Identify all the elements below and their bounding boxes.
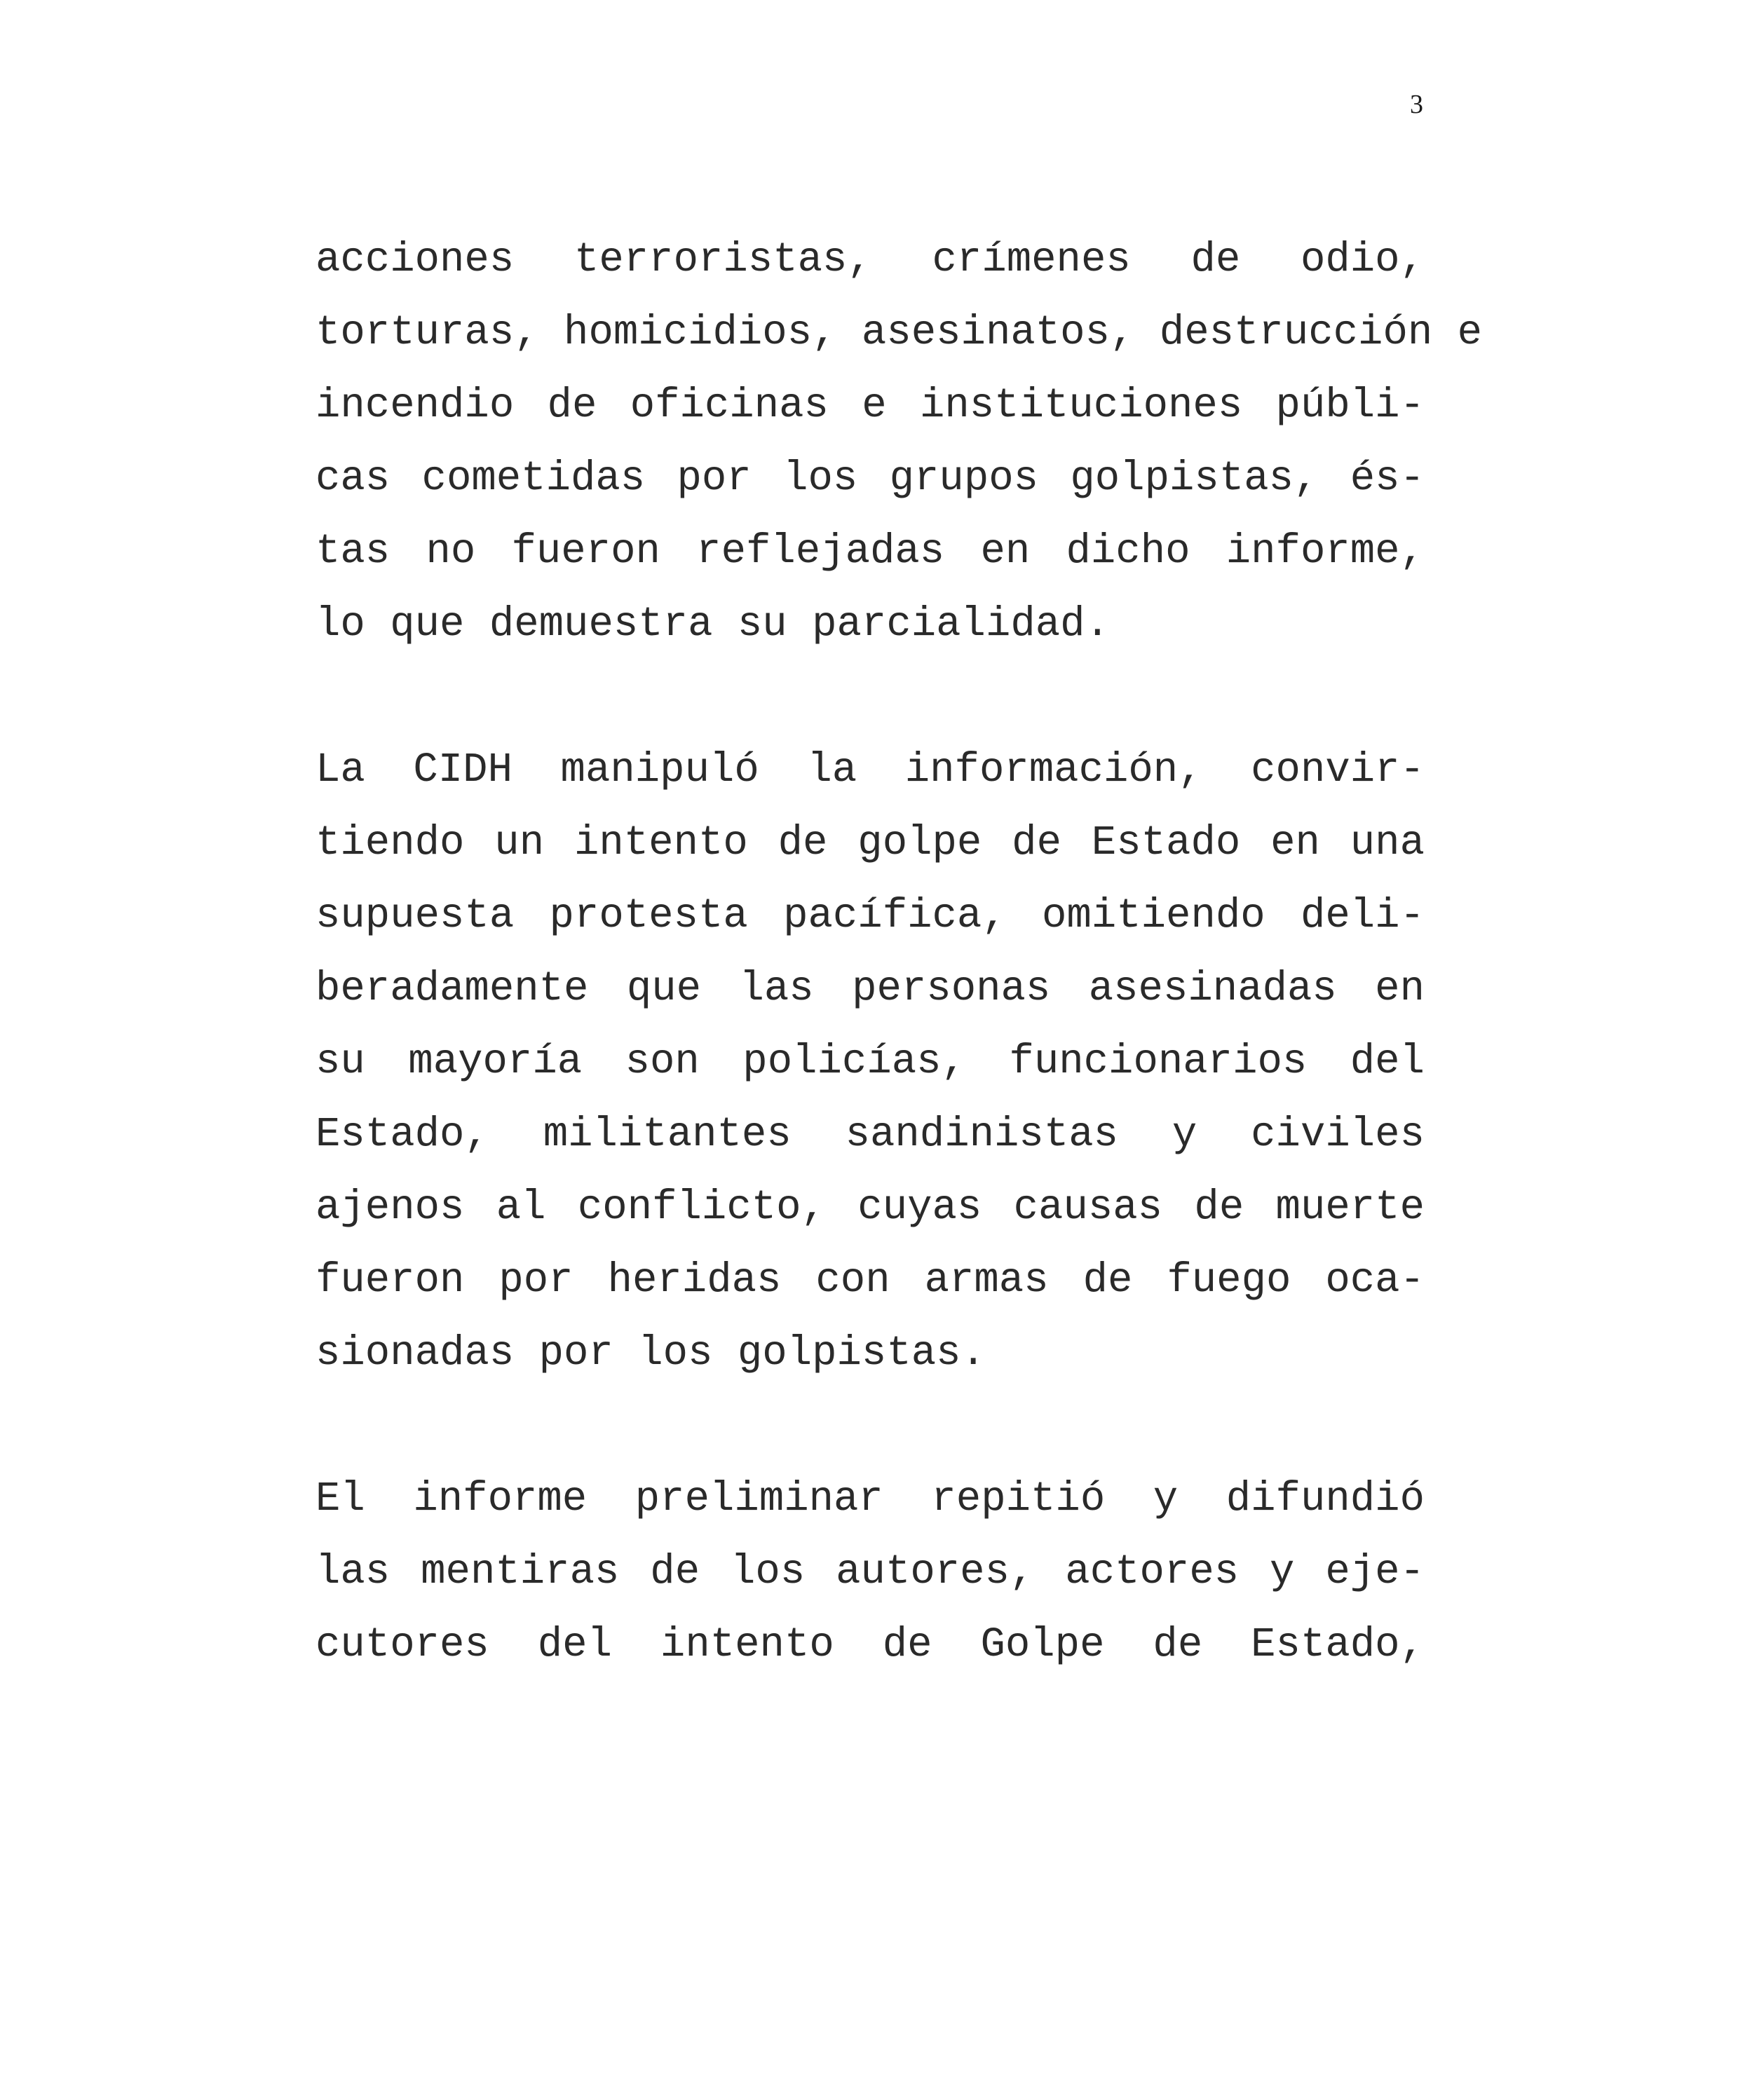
text-line: las mentiras de los autores, actores y eje- bbox=[315, 1548, 1425, 1595]
paragraph-2 bbox=[315, 734, 1425, 1390]
text-line: sionadas por los golpistas. bbox=[315, 1330, 986, 1377]
text-line: lo que demuestra su parcialidad. bbox=[315, 601, 1110, 648]
paragraph-3 bbox=[315, 1463, 1425, 1682]
text-line: tas no fueron reflejadas en dicho informe, bbox=[315, 528, 1425, 575]
paragraph-1 bbox=[315, 224, 1483, 661]
text-line: su mayoría son policías, funcionarios del bbox=[315, 1038, 1425, 1085]
text-line: El informe preliminar repitió y difundió bbox=[315, 1475, 1425, 1522]
text-line: fueron por heridas con armas de fuego oca- bbox=[315, 1257, 1425, 1304]
body-text bbox=[315, 224, 1483, 1754]
text-line: supuesta protesta pacífica, omitiendo deli- bbox=[315, 892, 1425, 939]
text-line: La CIDH manipuló la información, convir- bbox=[315, 746, 1425, 793]
text-line: cutores del intento de Golpe de Estado, bbox=[315, 1621, 1425, 1668]
text-line: Estado, militantes sandinistas y civiles bbox=[315, 1111, 1425, 1158]
text-line: beradamente que las personas asesinadas en bbox=[315, 965, 1425, 1012]
page-number: 3 bbox=[1410, 90, 1423, 119]
text-line: incendio de oficinas e instituciones públi- bbox=[315, 382, 1425, 429]
text-line: acciones terroristas, crímenes de odio, bbox=[315, 236, 1425, 283]
text-line: tiendo un intento de golpe de Estado en una bbox=[315, 819, 1425, 866]
text-line: cas cometidas por los grupos golpistas, és- bbox=[315, 455, 1425, 502]
text-line: ajenos al conflicto, cuyas causas de muerte bbox=[315, 1184, 1425, 1231]
text-line: torturas, homicidios, asesinatos, destrucción e bbox=[315, 309, 1483, 356]
